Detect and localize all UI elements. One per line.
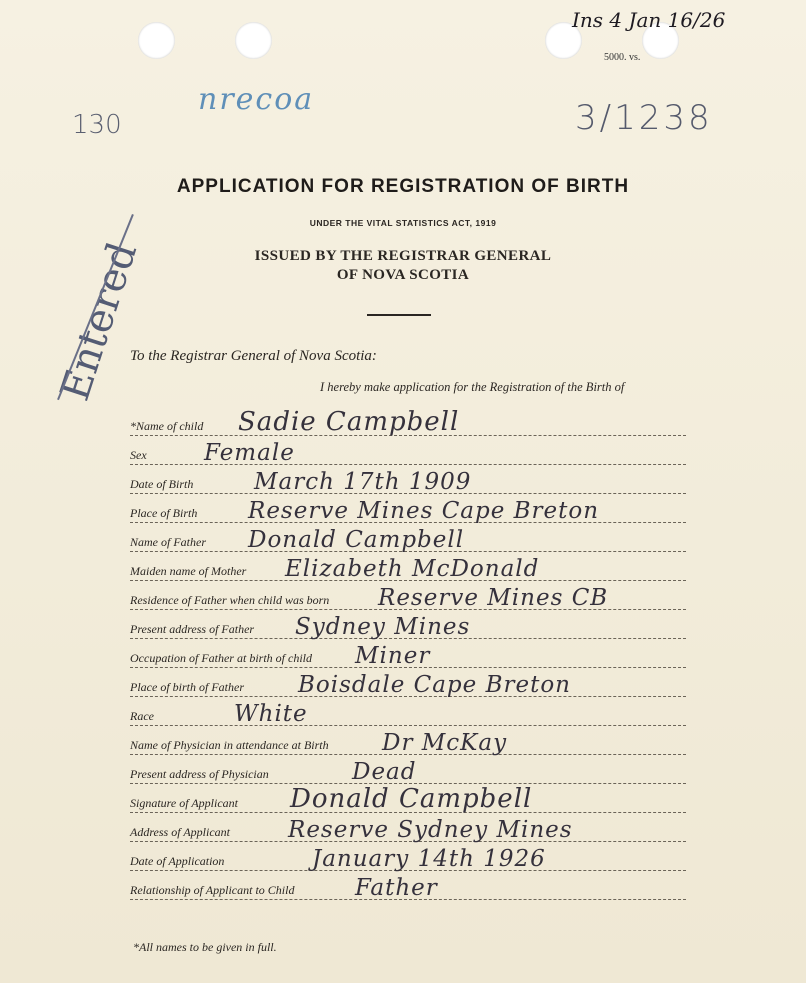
field-label: Name of Father [130,535,206,549]
field-label: *Name of child [130,419,204,433]
entered-annotation: Entered [52,236,147,407]
field-value: Father [355,875,438,901]
field-address-of-applicant [130,817,686,843]
field-label: Address of Applicant [130,825,230,839]
blue-scribble-note: nrecoa [198,82,315,117]
field-value: Sadie Campbell [238,407,460,437]
field-name-of-child [130,407,686,437]
field-present-address-of-father [130,614,686,640]
field-label: Relationship of Applicant to Child [130,883,295,897]
field-value: January 14th 1926 [312,846,546,872]
handwritten-note-top-right: Ins 4 Jan 16/26 [572,8,726,32]
issued-by-line-2: OF NOVA SCOTIA [336,267,470,283]
handwritten-number-right: 3/1238 [575,98,713,138]
field-label: Occupation of Father at birth of child [130,651,312,665]
field-label: Maiden name of Mother [130,564,247,578]
field-label: Sex [130,448,147,462]
declaration: I hereby make application for the Registration of the Birth of [320,380,625,394]
field-value: Dr McKay [382,730,508,756]
field-place-of-birth-of-father [130,672,686,698]
field-label: Name of Physician in attendance at Birth [130,738,329,752]
field-value: Female [204,440,295,466]
field-race [130,701,686,727]
field-value: Reserve Mines Cape Breton [248,498,600,524]
field-date-of-application [130,846,686,872]
field-value: March 17th 1909 [254,469,472,495]
field-date-of-birth [130,469,686,495]
field-value: Elizabeth McDonald [285,556,540,582]
title-divider [367,314,431,316]
field-value: Reserve Mines CB [378,585,609,611]
field-name-of-physician [130,730,686,756]
field-label: Date of Application [130,854,225,868]
field-residence-of-father [130,585,686,611]
field-label: Present address of Father [130,622,255,636]
punch-hole [235,22,272,59]
field-label: Signature of Applicant [130,796,238,810]
punch-hole [138,22,175,59]
field-value: Dead [352,759,417,785]
footnote: *All names to be given in full. [133,940,277,954]
field-value: Miner [355,643,431,669]
field-label: Date of Birth [130,477,194,491]
salutation: To the Registrar General of Nova Scotia: [130,348,377,364]
field-label: Place of birth of Father [130,680,244,694]
field-value: Reserve Sydney Mines [288,817,573,843]
issued-by-line-1: ISSUED BY THE REGISTRAR GENERAL [254,248,552,264]
form-stamp: 5000. vs. [604,52,641,63]
field-value: Sydney Mines [295,614,471,640]
field-value: Donald Campbell [290,784,533,814]
form-title: APPLICATION FOR REGISTRATION OF BIRTH [176,176,630,197]
field-occupation-of-father [130,643,686,669]
field-label: Present address of Physician [130,767,269,781]
field-label: Race [130,709,154,723]
field-maiden-name-of-mother [130,556,686,582]
field-signature-of-applicant [130,784,686,814]
field-label: Residence of Father when child was born [130,593,330,607]
field-sex [130,440,686,466]
field-relationship-of-applicant [130,875,686,901]
field-value: White [234,701,308,727]
field-present-address-of-physician [130,759,686,785]
handwritten-number-left: 130 [72,110,122,140]
field-label: Place of Birth [130,506,198,520]
field-value: Boisdale Cape Breton [298,672,571,698]
field-place-of-birth [130,498,686,524]
field-name-of-father [130,527,686,553]
form-subtitle: UNDER THE VITAL STATISTICS ACT, 1919 [309,218,497,228]
field-value: Donald Campbell [248,527,465,553]
